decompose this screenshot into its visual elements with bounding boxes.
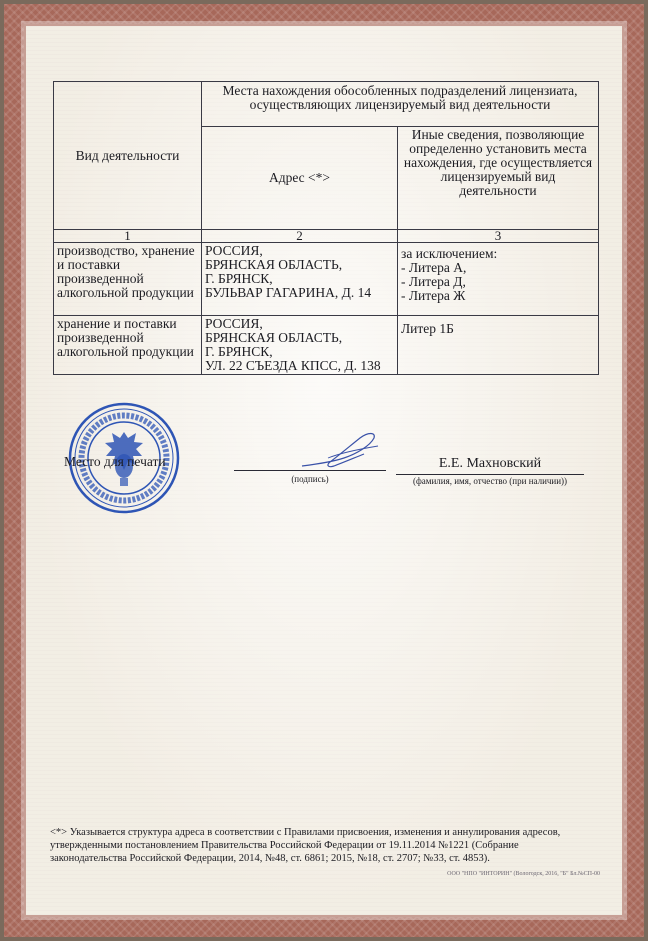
table-row: [54, 243, 599, 316]
name-line: [396, 474, 584, 475]
table-row: [54, 316, 599, 375]
signer-name: Е.Е. Махновский: [438, 456, 542, 471]
address-footnote: <*> Указывается структура адреса в соответствии с Правилами присвоения, изменения и аннулирования адресов, утвержденными постановлением Правительства Российской Федерации от 19.11.2014 №1221 (Собрание законодательства Российской Федерации, 2014, №48, ст. 6861; 2015, №18, ст. 2707; №33, ст. 4853).: [50, 827, 561, 864]
other-info-line: Литер 1Б: [401, 321, 454, 336]
col-header-activity: [54, 82, 202, 230]
col-header-group-text: Места нахождения обособленных подразделений лицензиата, осуществляющих лицензируемый вид деятельности: [222, 83, 578, 112]
col-header-other-text: Иные сведения, позволяющие определенно установить места нахождения, где осуществляется лицензируемый вид деятельности: [403, 127, 593, 199]
column-number: 3: [398, 230, 599, 243]
signature-line: [234, 470, 386, 471]
col-header-group: [202, 82, 599, 127]
other-info-cell: [398, 316, 599, 375]
col-header-activity-text: Вид деятельности: [75, 147, 180, 163]
other-info-cell: [398, 243, 599, 316]
handwritten-signature-icon: [298, 428, 382, 472]
address-line: Г. БРЯНСК,: [205, 271, 273, 286]
address-cell: [202, 316, 398, 375]
col-header-address-text: Адрес <*>: [268, 170, 331, 186]
column-number-row: [54, 230, 599, 243]
column-number: 2: [202, 230, 398, 243]
license-locations-table: [53, 81, 599, 375]
activity-cell: [54, 243, 202, 316]
address-line: РОССИЯ,: [205, 316, 263, 331]
activity-text: производство, хранение и поставки произведенной алкогольной продукции: [57, 243, 195, 300]
place-for-seal-label: Место для печати: [64, 454, 166, 469]
address-line: Г. БРЯНСК,: [205, 344, 273, 359]
column-number: 1: [54, 230, 202, 243]
address-line: БРЯНСКАЯ ОБЛАСТЬ,: [205, 330, 343, 345]
col-header-other: [398, 127, 599, 230]
name-caption: (фамилия, имя, отчество (при наличии)): [412, 476, 568, 486]
printer-imprint: ООО "НПО "ИНТОРИН" (Вологодск, 2016, "Б" Бл.№СП-00: [447, 871, 600, 877]
address-line: БРЯНСКАЯ ОБЛАСТЬ,: [205, 257, 343, 272]
signature-caption: (подпись): [291, 474, 329, 484]
col-header-address: [202, 127, 398, 230]
table-header-row: [54, 82, 599, 127]
address-line: РОССИЯ,: [205, 243, 263, 258]
activity-cell: [54, 316, 202, 375]
other-info-line: - Литера Д,: [401, 274, 466, 289]
address-line: БУЛЬВАР ГАГАРИНА, Д. 14: [205, 285, 372, 300]
other-info-line: - Литера А,: [401, 260, 467, 275]
other-info-line: - Литера Ж: [401, 288, 466, 303]
address-cell: [202, 243, 398, 316]
other-info-line: за исключением:: [401, 246, 498, 261]
address-line: УЛ. 22 СЪЕЗДА КПСС, Д. 138: [205, 358, 381, 373]
activity-text: хранение и поставки произведенной алкогольной продукции: [57, 316, 194, 359]
